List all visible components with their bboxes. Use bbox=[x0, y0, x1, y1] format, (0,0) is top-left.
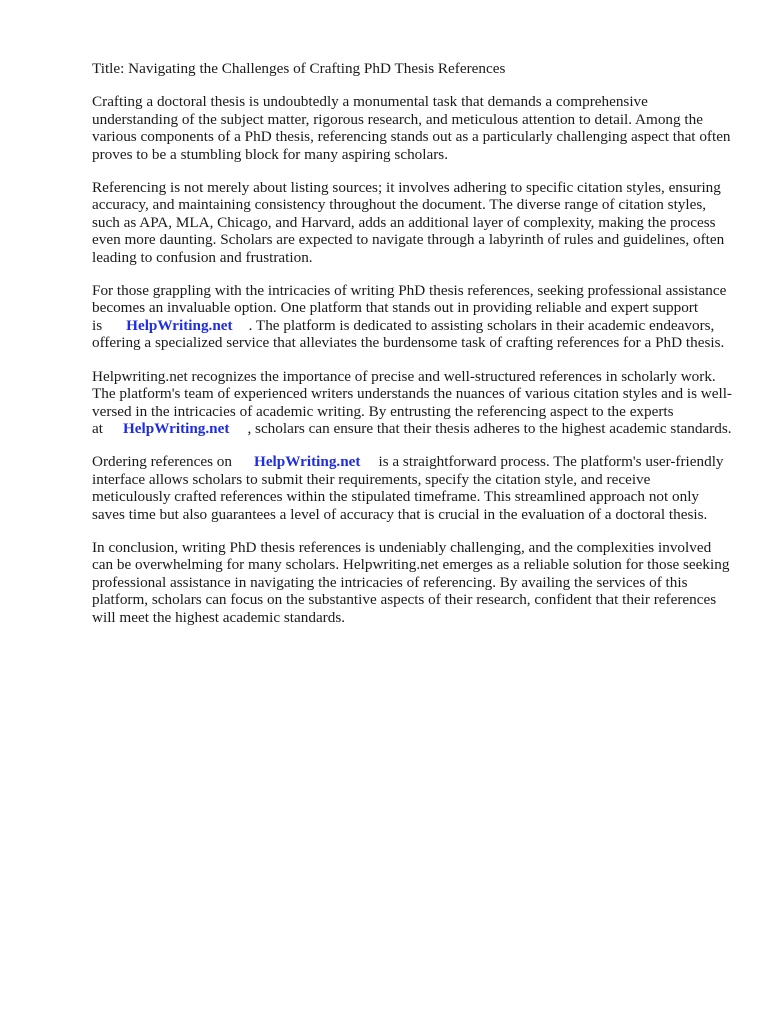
paragraph-ordering-text-before: Ordering references on bbox=[92, 453, 232, 471]
helpwriting-link[interactable]: HelpWriting.net bbox=[254, 453, 361, 471]
paragraph-ordering bbox=[92, 453, 732, 523]
document-title: Title: Navigating the Challenges of Crafting PhD Thesis References bbox=[92, 60, 506, 77]
paragraph-recognition bbox=[92, 368, 732, 438]
document-page bbox=[92, 60, 732, 642]
helpwriting-link[interactable]: HelpWriting.net bbox=[122, 419, 230, 437]
paragraph-intro: Crafting a doctoral thesis is undoubtedly a monumental task that demands a comprehensive understanding of the subject matter, rigorous research, and meticulous attention to detail. Among the various components of a PhD thesis, referencing stands out as a particularly challenging aspect that often proves to be a stumbling block for many aspiring scholars. bbox=[92, 93, 731, 163]
paragraph-referencing: Referencing is not merely about listing sources; it involves adhering to specific citation styles, ensuring accuracy, and maintaining consistency throughout the document. The diverse range of citation styles, such as APA, MLA, Chicago, and Harvard, adds an additional layer of complexity, making the process even more daunting. Scholars are expected to navigate through a labyrinth of rules and guidelines, often leading to confusion and frustration. bbox=[92, 179, 725, 266]
paragraph-recognition-text-before: Helpwriting.net recognizes the importance of precise and well-structured references in scholarly work. The platform's team of experienced writers understands the nuances of various citation styles and is well-versed in the intricacies of academic writing. By entrusting the referencing aspect to the experts at bbox=[92, 367, 732, 437]
paragraph-assistance-text-before: For those grappling with the intricacies of writing PhD thesis references, seeking professional assistance becomes an invaluable option. One platform that stands out in providing reliable and expert support is bbox=[92, 282, 727, 334]
paragraph-ordering-text-after: is a straightforward process. The platform's user-friendly interface allows scholars to submit their requirements, specify the citation style, and receive meticulously crafted references within the stipulated timeframe. This streamlined approach not only saves time but also guarantees a level of accuracy that is crucial in the evaluation of a doctoral thesis. bbox=[92, 453, 724, 523]
paragraph-conclusion: In conclusion, writing PhD thesis references is undeniably challenging, and the complexities involved can be overwhelming for many scholars. Helpwriting.net emerges as a reliable solution for those seeking professional assistance in navigating the intricacies of referencing. By availing the services of this platform, scholars can focus on the substantive aspects of their research, confident that their references will meet the highest academic standards. bbox=[92, 538, 730, 626]
paragraph-assistance-text-after: . The platform is dedicated to assisting scholars in their academic endeavors, offering a specialized service that alleviates the burdensome task of crafting references for a PhD thesis. bbox=[92, 316, 725, 352]
helpwriting-link[interactable]: HelpWriting.net bbox=[126, 316, 233, 334]
paragraph-assistance bbox=[92, 282, 732, 352]
paragraph-recognition-text-after: , scholars can ensure that their thesis adheres to the highest academic standards. bbox=[247, 419, 732, 437]
